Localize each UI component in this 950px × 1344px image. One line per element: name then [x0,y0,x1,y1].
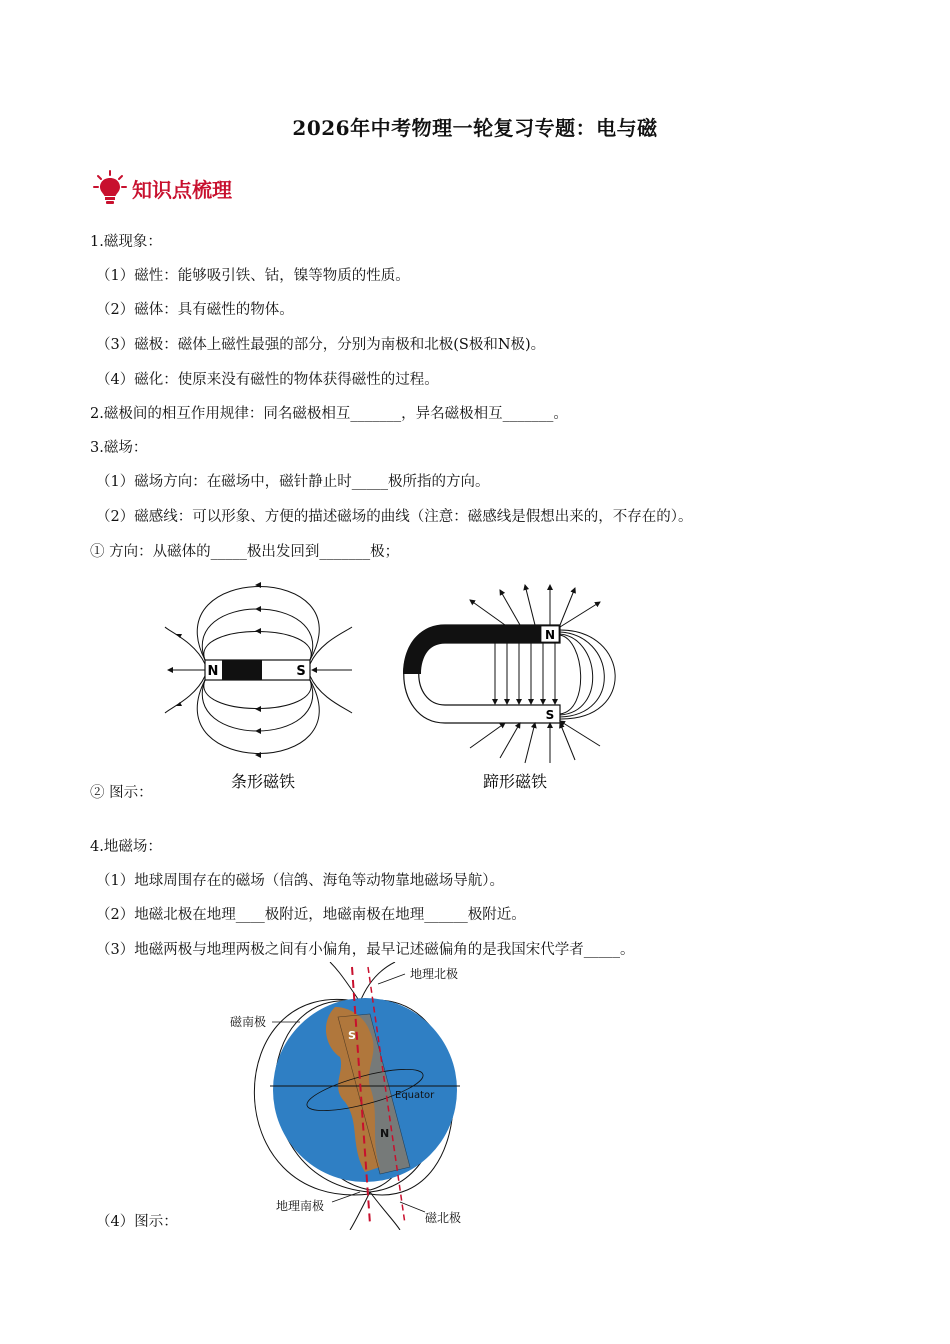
bar-n-label: N [207,664,219,679]
text-line: （4）磁化：使原来没有磁性的物体获得磁性的过程。 [96,372,439,388]
text-line: 2.磁极间的相互作用规律：同名磁极相互_______，异名磁极相互_______。 [90,406,568,422]
geo-north-label: 地理北极 [410,967,459,981]
horseshoe-s-label: S [545,708,555,722]
section-heading [90,168,232,208]
lightbulb-icon [90,168,130,208]
text-line: （3）地磁两极与地理两极之间有小偏角，最早记述磁偏角的是我国宋代学者_____。 [96,942,635,958]
bar-s-label: S [296,664,306,679]
section-label: 知识点梳理 [132,177,232,202]
text-line: （3）磁极：磁体上磁性最强的部分，分别为南极和北极(S极和N极)。 [96,337,546,353]
text-line: ② 图示： [90,785,153,801]
horseshoe-n-label: N [544,628,556,642]
geo-south-label: 地理南极 [276,1199,325,1213]
page-title: 2026年中考物理一轮复习专题：电与磁 [292,116,658,140]
text-line: （2）磁感线：可以形象、方便的描述磁场的曲线（注意：磁感线是假想出来的，不存在的）。 [96,509,693,525]
bar-magnet-caption: 条形磁铁 [230,772,296,791]
text-line: 4.地磁场： [90,839,162,855]
bar-magnet-figure [160,572,360,794]
mag-north-label: 磁北极 [425,1211,462,1225]
equator-label: Equator [395,1090,435,1101]
horseshoe-magnet-caption: 蹄形磁铁 [482,772,548,791]
earth-magnetic-field-figure [220,962,480,1230]
text-line: （4）图示： [96,1214,178,1230]
text-line: （1）磁性：能够吸引铁、钴，镍等物质的性质。 [96,268,410,284]
horseshoe-magnet-figure [395,580,635,794]
text-line: 3.磁场： [90,440,148,456]
text-line: （1）磁场方向：在磁场中，磁针静止时_____极所指的方向。 [96,474,490,490]
text-line: 1.磁现象： [90,234,162,250]
earth-s-label: S [348,1029,356,1042]
text-line: （1）地球周围存在的磁场（信鸽、海龟等动物靠地磁场导航）。 [96,873,504,889]
text-line: （2）磁体：具有磁性的物体。 [96,302,294,318]
mag-south-label: 磁南极 [230,1015,267,1029]
text-line: （2）地磁北极在地理____极附近，地磁南极在地理______极附近。 [96,907,526,923]
earth-n-label: N [380,1127,390,1140]
text-line: ① 方向：从磁体的_____极出发回到_______极； [90,544,400,560]
